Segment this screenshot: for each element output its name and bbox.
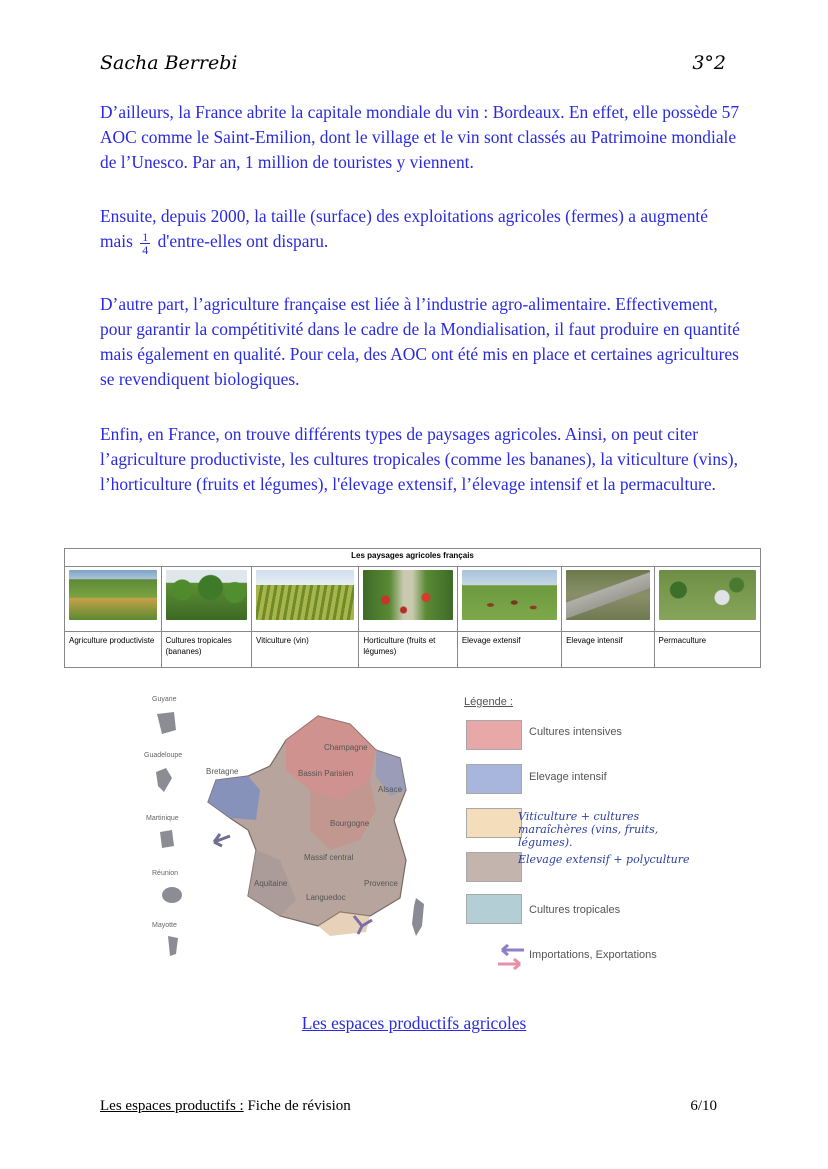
photo-cell bbox=[252, 567, 359, 632]
region-label: Bourgogne bbox=[330, 819, 370, 828]
paragraph-exploitations-text: Ensuite, depuis 2000, la taille (surface) des exploitations agricoles (fermes) a augmenté mais bbox=[100, 206, 708, 251]
footer-title bbox=[100, 1098, 351, 1115]
mayotte-shape bbox=[164, 934, 182, 958]
agricultural-map bbox=[130, 684, 690, 984]
vineyard-photo-icon bbox=[256, 570, 354, 620]
paragraph-bordeaux: D’ailleurs, la France abrite la capitale mondiale du vin : Bordeaux. En effet, elle possède 57 AOC comme le Saint-Emilion, dont le village et le vin sont classés au Patrimoine mondiale de l’Unesco. Par an, 1 million de touristes y viennent. bbox=[100, 102, 740, 172]
guadeloupe-shape bbox=[152, 766, 180, 794]
footer-title-underlined: Les espaces productifs : bbox=[100, 1098, 244, 1114]
photo-cell bbox=[65, 567, 162, 632]
region-label: Champagne bbox=[324, 743, 368, 752]
overseas-label: Guyane bbox=[152, 696, 177, 703]
legend-label: Elevage intensif bbox=[529, 771, 607, 783]
region-label: Provence bbox=[364, 879, 398, 888]
footer-title-rest: Fiche de révision bbox=[243, 1098, 351, 1114]
overseas-label: Guadeloupe bbox=[144, 752, 183, 759]
fraction-numerator: 1 bbox=[142, 229, 149, 244]
legend-label: Cultures intensives bbox=[529, 726, 622, 738]
reunion-shape bbox=[160, 884, 184, 906]
guyane-shape bbox=[154, 710, 180, 736]
legend-title: Légende : bbox=[464, 696, 513, 708]
photo-cell bbox=[654, 567, 761, 632]
farmland-photo-icon bbox=[69, 570, 157, 620]
legend-handwritten: légumes). bbox=[518, 836, 573, 849]
legend-swatch-elevage-intensif bbox=[466, 764, 522, 794]
legend-swatch-intensive bbox=[466, 720, 522, 750]
legend-swatch-extensif bbox=[466, 852, 522, 882]
legend-handwritten: maraîchères (vins, fruits, bbox=[518, 823, 659, 836]
region-label: Aquitaine bbox=[254, 879, 288, 888]
legend-handwritten: Elevage extensif + polyculture bbox=[518, 853, 690, 866]
paragraph-paysages: Enfin, en France, on trouve différents types de paysages agricoles. Ainsi, on peut citer l’agriculture productiviste, les cultures tropicales (comme les bananes), la viticulture (vins), l’horticulture (fruits et légumes), l'élevage extensif, l’élevage intensif et la permaculture. bbox=[100, 424, 738, 494]
legend-label: Importations, Exportations bbox=[529, 949, 657, 961]
france-map-icon bbox=[200, 710, 440, 950]
banana-plantation-photo-icon bbox=[166, 570, 248, 620]
paragraph-exploitations-end: d'entre-elles ont disparu. bbox=[157, 231, 329, 251]
region-label: Bassin Parisien bbox=[298, 769, 354, 778]
overseas-label: Mayotte bbox=[152, 922, 177, 929]
overseas-label: Réunion bbox=[152, 870, 179, 877]
table-label: Elevage intensif bbox=[562, 632, 654, 668]
author-name: Sacha Berrebi bbox=[100, 52, 238, 74]
corsica-shape bbox=[408, 896, 428, 940]
region-label: Languedoc bbox=[306, 893, 346, 902]
legend-arrow-icon bbox=[494, 942, 528, 972]
table-label: Permaculture bbox=[654, 632, 761, 668]
table-label: Horticulture (fruits et légumes) bbox=[359, 632, 457, 668]
landscapes-table bbox=[64, 548, 761, 668]
greenhouse-photo-icon bbox=[363, 570, 452, 620]
paragraph-agroalimentaire: D’autre part, l’agriculture française est liée à l’industrie agro-alimentaire. Effectivement, pour garantir la compétitivité dans le cadre de la Mondialisation, il faut produire en quantité mais également en qualité. Pour cela, des AOC ont été mis en place et certaines agricultures se revendiquent biologiques. bbox=[100, 294, 740, 389]
legend-swatch-viticulture bbox=[466, 808, 522, 838]
pasture-photo-icon bbox=[462, 570, 557, 620]
table-label: Agriculture productiviste bbox=[65, 632, 162, 668]
region-label: Alsace bbox=[378, 785, 403, 794]
import-export-arrow-icon bbox=[350, 910, 380, 940]
legend-handwritten: Viticulture + cultures bbox=[518, 810, 640, 823]
map-caption: Les espaces productifs agricoles bbox=[301, 1013, 527, 1033]
class-label: 3°2 bbox=[692, 52, 726, 74]
photo-cell bbox=[161, 567, 252, 632]
fraction-denominator: 4 bbox=[142, 242, 149, 257]
table-label: Viticulture (vin) bbox=[252, 632, 359, 668]
table-label: Cultures tropicales (bananes) bbox=[161, 632, 252, 668]
legend-label: Cultures tropicales bbox=[529, 904, 621, 916]
photo-cell bbox=[359, 567, 457, 632]
photo-cell bbox=[562, 567, 654, 632]
table-title: Les paysages agricoles français bbox=[65, 549, 761, 567]
fraction bbox=[140, 231, 150, 256]
legend-swatch-tropical bbox=[466, 894, 522, 924]
livestock-building-photo-icon bbox=[566, 570, 649, 620]
permaculture-photo-icon bbox=[659, 570, 757, 620]
page-number: 6/10 bbox=[690, 1098, 717, 1114]
paragraph-exploitations bbox=[100, 204, 740, 256]
martinique-shape bbox=[156, 828, 178, 852]
region-label: Massif central bbox=[304, 853, 354, 862]
table-label: Elevage extensif bbox=[457, 632, 561, 668]
overseas-label: Martinique bbox=[146, 815, 179, 822]
region-label: Bretagne bbox=[206, 767, 239, 776]
photo-cell bbox=[457, 567, 561, 632]
